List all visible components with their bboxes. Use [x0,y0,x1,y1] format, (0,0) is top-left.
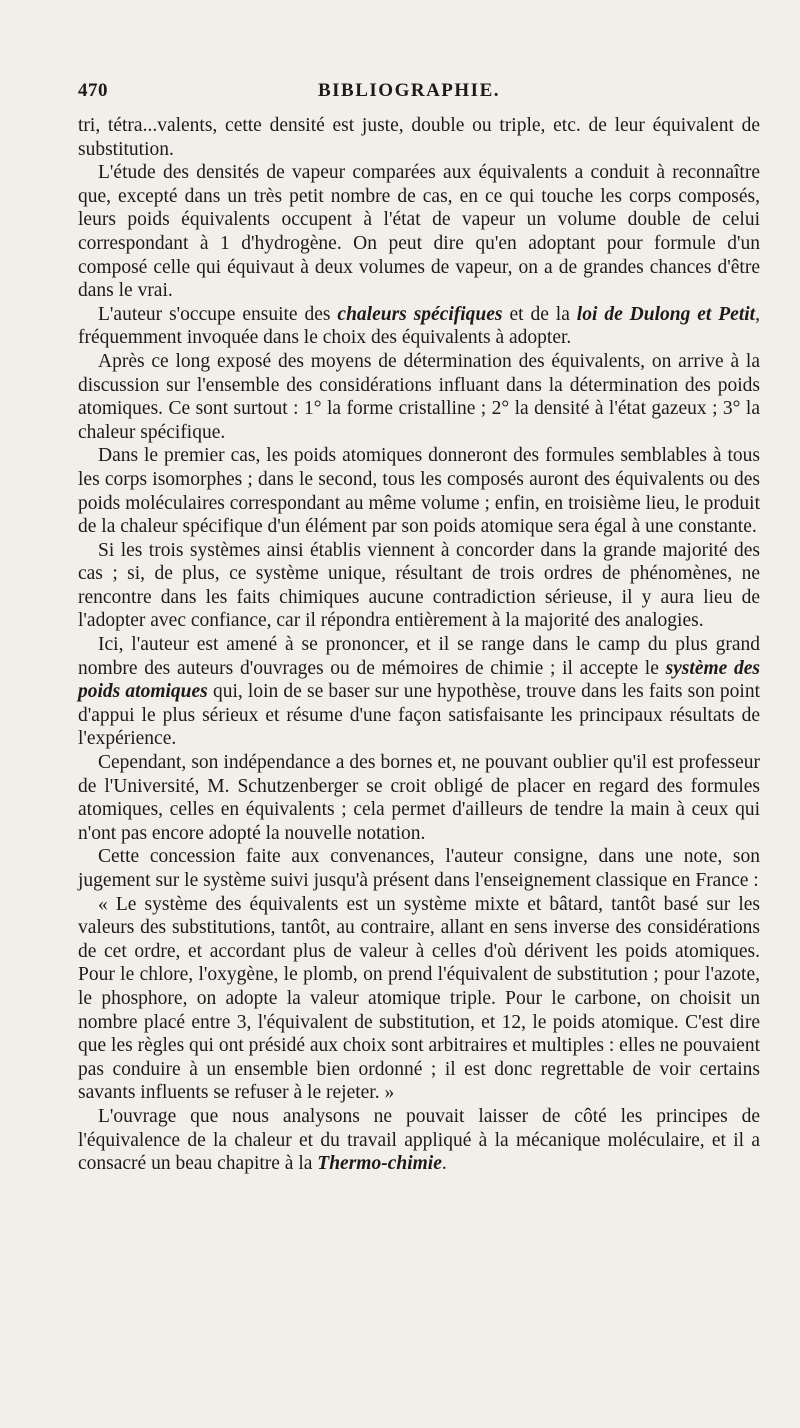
paragraph [78,845,760,892]
emphasis-text: loi de Dulong et Petit [576,303,756,325]
text-run: L'ouvrage que nous analysons ne pouvait laisser de côté les principes de l'équivalence de la chaleur et du travail appliqué à la mécanique moléculaire, et il a consacré un beau chapitre à la [78,1105,760,1175]
article-body [78,114,760,1176]
emphasis-text: chaleurs spécifiques [337,303,503,325]
paragraph [78,303,760,350]
text-run: Cependant, son indépendance a des bornes et, ne pouvant oublier qu'il est professeur de l'Université, M. Schutzenberger se croit obligé de placer en regard des formules atomiques, celles en équivalents ; cela permet d'ailleurs de tendre la main à ceux qui n'ont pas encore adopté la nouvelle notation. [78,752,760,844]
paragraph [78,161,760,303]
running-title: BIBLIOGRAPHIE. [317,80,500,101]
text-run: et de la [502,303,577,325]
text-run: Cette concession faite aux convenances, l'auteur consigne, dans une note, son jugement sur le système suivi jusqu'à présent dans l'enseignement classique en France : [78,846,760,891]
paragraph [78,893,760,1105]
text-run: L'auteur s'occupe ensuite des [98,303,338,325]
text-run: Si les trois systèmes ainsi établis viennent à concorder dans la grande majorité des cas ; si, de plus, ce système unique, résultant de trois ordres de phénomènes, ne rencontre dans les faits chimiques aucune contradiction sérieuse, il y aura lieu de l'adopter avec confiance, car il répondra entièrement à la majorité des analogies. [78,539,760,632]
text-run: « Le système des équivalents est un système mixte et bâtard, tantôt basé sur les valeurs des substitutions, tantôt, au contraire, allant en sens inverse des considérations de cet ordre, et accordant plus de valeur à celles d'où dérivent les poids atomiques. Pour le chlore, l'oxygène, le plomb, on prend l'équivalent de substitution ; pour l'azote, le phosphore, on adopte la valeur atomique triple. Pour le carbone, on choisit un nombre placé entre 3, l'équivalent de substitution, et 12, le poids atomique. C'est dire que les règles qui ont présidé aux choix sont arbitraires et multiples : elles ne pouvaient pas conduire à un ensemble bien ordonné ; il est donc regrettable de voir certains savants influents se refuser à le rejeter. » [78,893,760,1104]
text-run: . [441,1153,447,1175]
text-run: tri, tétra...valents, cette densité est juste, double ou triple, etc. de leur équivalent de substitution. [78,115,760,160]
text-run: Dans le premier cas, les poids atomiques donneront des formules semblables à tous les corps isomorphes ; dans le second, tous les composés auront des équivalents ou des poids moléculaires correspondant au même volume ; enfin, en troisième lieu, le produit de la chaleur spécifique d'un élément par son poids atomique sera égal à une constante. [78,445,760,538]
paragraph [78,114,760,161]
paragraph [78,444,760,538]
running-header [78,80,760,114]
paragraph [78,751,760,845]
emphasis-text: Thermo-chimie [317,1153,442,1175]
text-run: Après ce long exposé des moyens de détermination des équivalents, on arrive à la discussion sur l'ensemble des considérations influant dans la détermination des poids atomiques. Ce sont surtout : 1° la forme cristalline ; 2° la densité à l'état gazeux ; 3° la chaleur spécifique. [78,350,760,443]
paragraph [78,1105,760,1176]
page-number: 470 [78,80,108,101]
text-run: , fréquemment invoquée dans le choix des équivalents à adopter. [78,303,760,349]
paragraph [78,350,760,444]
emphasis-text: système des poids atomiques [78,657,760,703]
text-run: Ici, l'auteur est amené à se prononcer, et il se range dans le camp du plus grand nombre des auteurs d'ouvrages ou de mémoires de chimie ; il accepte le [78,634,760,679]
text-run: qui, loin de se baser sur une hypothèse, trouve dans les faits son point d'appui le plus sérieux et résume d'une façon satisfaisante les principaux résultats de l'expérience. [78,681,760,750]
text-run: L'étude des densités de vapeur comparées aux équivalents a conduit à reconnaître que, excepté dans un très petit nombre de cas, en ce qui touche les corps composés, leurs poids équivalents occupent à l'état de vapeur un volume double de celui correspondant à 1 d'hydrogène. On peut dire qu'en adoptant pour formule d'un composé celle qui équivaut à deux volumes de vapeur, on a de grandes chances d'être dans le vrai. [78,162,760,302]
paragraph [78,633,760,751]
paragraph [78,539,760,633]
